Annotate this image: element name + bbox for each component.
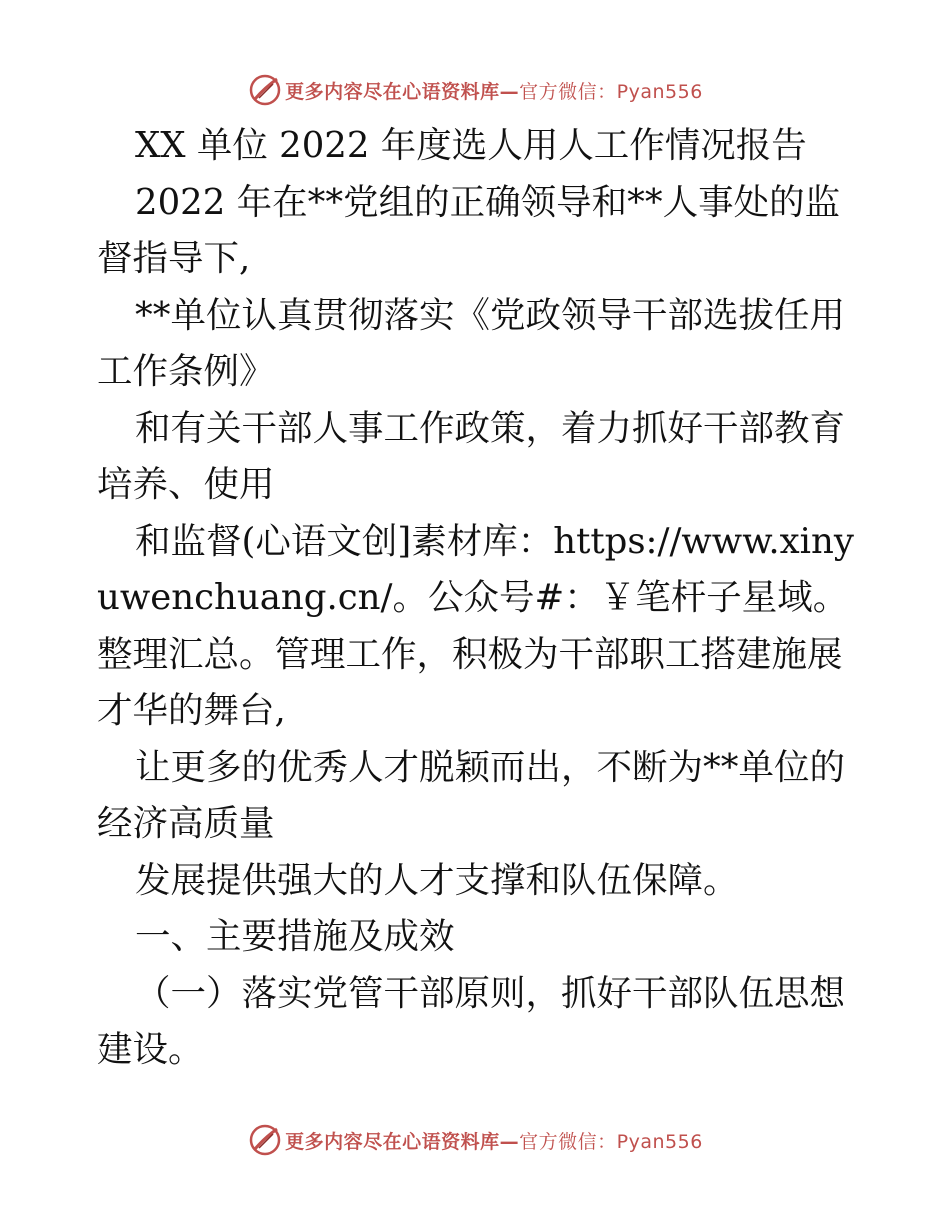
paragraph: 和监督(心语文创]素材库：https://www.xinyuwenchuang.cn/。公众号#：￥笔杆子星域。整理汇总。管理工作，积极为干部职工搭建施展才华的舞台, <box>97 520 854 731</box>
banner-text: 更多内容尽在心语资料库— <box>285 1130 520 1153</box>
subsection-heading: （一）落实党管干部原则，抓好干部队伍思想建设。 <box>97 972 846 1070</box>
banner-wechat: 官方微信：Pyan556 <box>519 80 703 103</box>
paragraph: 和有关干部人事工作政策，着力抓好干部教育培养、使用 <box>97 407 846 505</box>
section-heading: 一、主要措施及成效 <box>135 916 455 957</box>
document-body <box>97 118 857 1079</box>
paragraph: 让更多的优秀人才脱颖而出，不断为**单位的经济高质量 <box>97 746 846 844</box>
brand-logo-icon <box>247 72 283 108</box>
document-title: XX 单位 2022 年度选人用人工作情况报告 <box>135 125 807 166</box>
paragraph: 2022 年在**党组的正确领导和**人事处的监督指导下, <box>97 181 841 279</box>
paragraph: 发展提供强大的人才支撑和队伍保障。 <box>135 859 739 901</box>
banner-text: 更多内容尽在心语资料库— <box>285 80 520 103</box>
header-banner <box>0 70 950 110</box>
banner-wechat: 官方微信：Pyan556 <box>519 1130 703 1153</box>
paragraph: **单位认真贯彻落实《党政领导干部选拔任用工作条例》 <box>97 294 846 392</box>
brand-logo-icon <box>247 1122 283 1158</box>
footer-banner <box>0 1120 950 1160</box>
